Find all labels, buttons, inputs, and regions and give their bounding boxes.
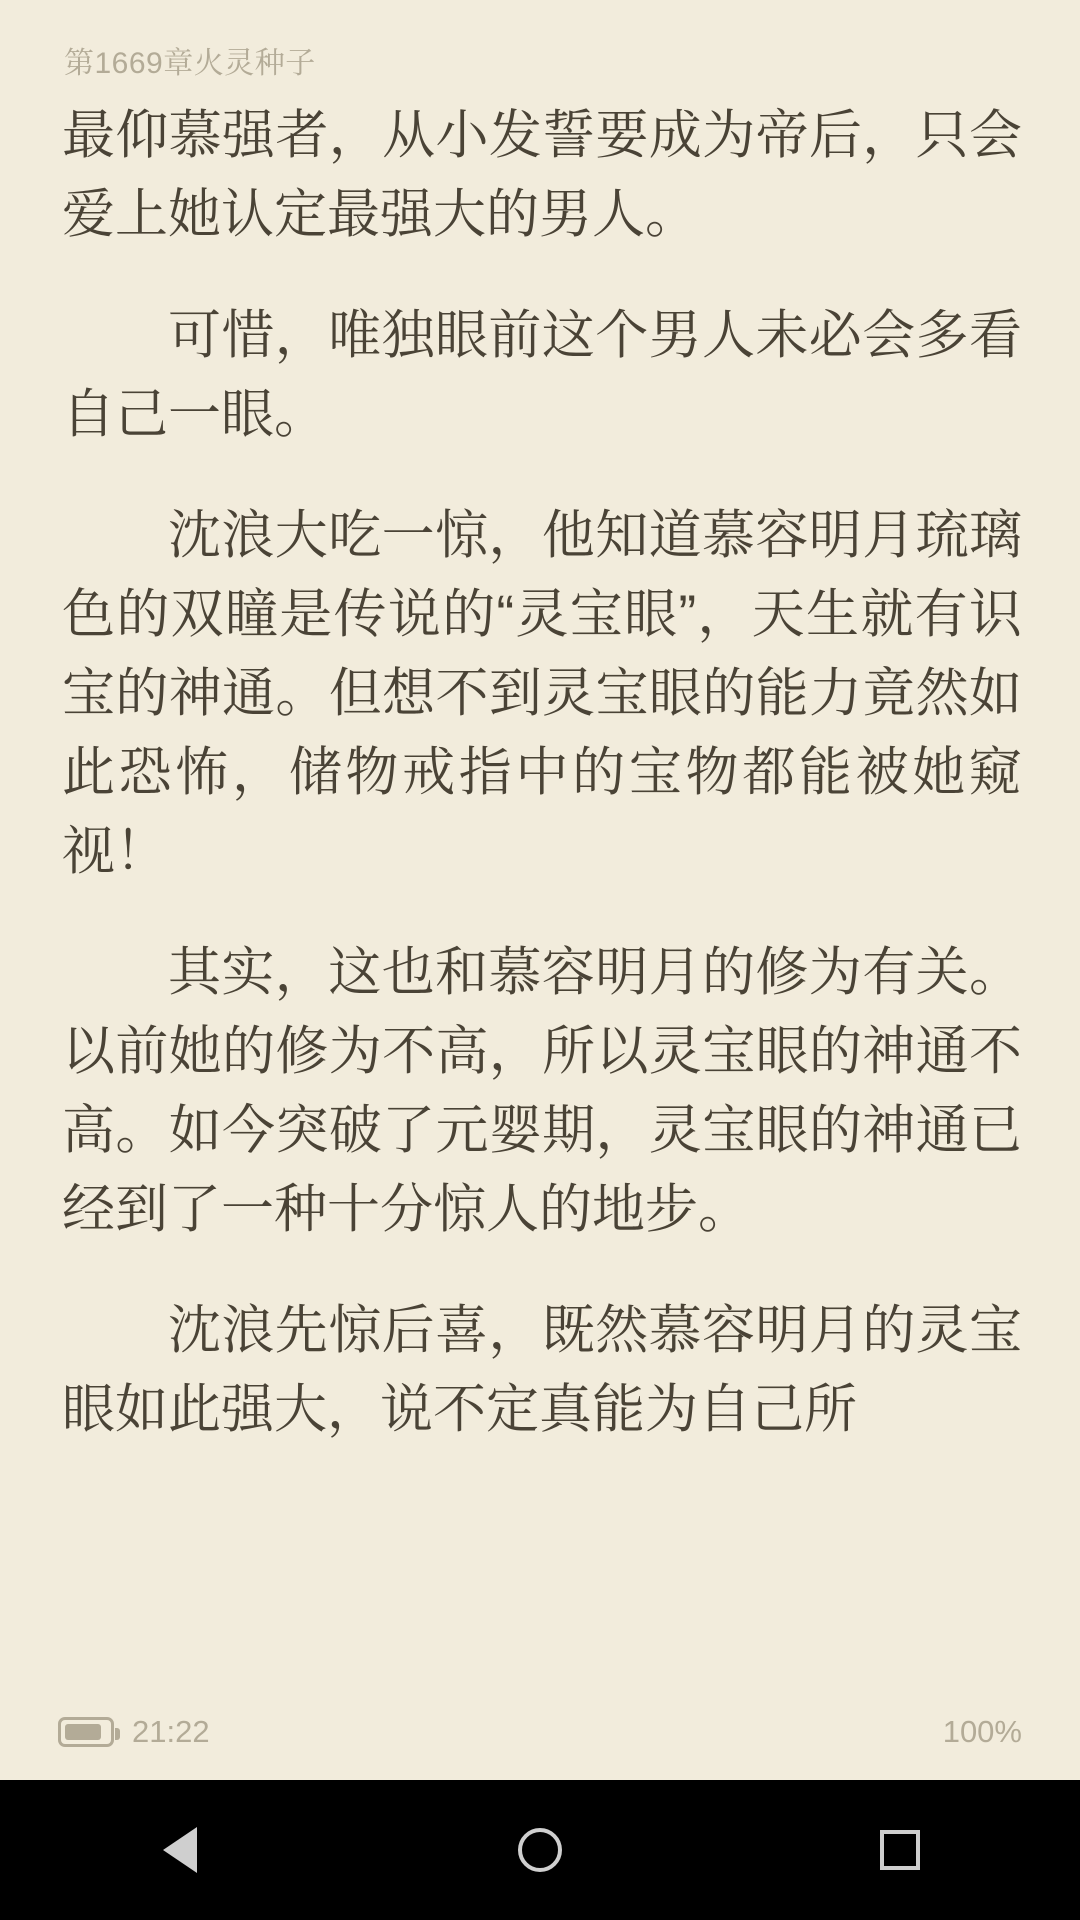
reading-progress-label: 100% [942,1714,1022,1749]
chapter-text-body[interactable] [62,96,1022,1676]
paragraph: 其实，这也和慕容明月的修为有关。以前她的修为不高，所以灵宝眼的神通不高。如今突破了元婴期，灵宝眼的神通已经到了一种十分惊人的地步。 [62,943,1022,1239]
recents-square-icon [880,1830,920,1870]
paragraph: 沈浪先惊后喜，既然慕容明月的灵宝眼如此强大，说不定真能为自己所 [62,1301,1022,1439]
clock-label: 21:22 [132,1714,210,1749]
back-button[interactable] [120,1780,240,1920]
reader-status-bar [0,1684,1080,1780]
battery-fill [65,1724,101,1740]
home-button[interactable] [480,1780,600,1920]
android-navigation-bar [0,1780,1080,1920]
recents-button[interactable] [840,1780,960,1920]
home-circle-icon [518,1828,562,1872]
back-triangle-icon [163,1827,197,1873]
status-left-group [58,1714,210,1750]
paragraph: 最仰慕强者，从小发誓要成为帝后，只会爱上她认定最强大的男人。 [62,106,1022,244]
paragraph: 沈浪大吃一惊，他知道慕容明月琉璃色的双瞳是传说的“灵宝眼”，天生就有识宝的神通。但想不到灵宝眼的能力竟然如此恐怖，储物戒指中的宝物都能被她窥视！ [62,506,1022,881]
battery-icon [58,1717,114,1747]
paragraph: 可惜，唯独眼前这个男人未必会多看自己一眼。 [62,306,1022,444]
chapter-title: 第1669章火灵种子 [64,47,316,80]
